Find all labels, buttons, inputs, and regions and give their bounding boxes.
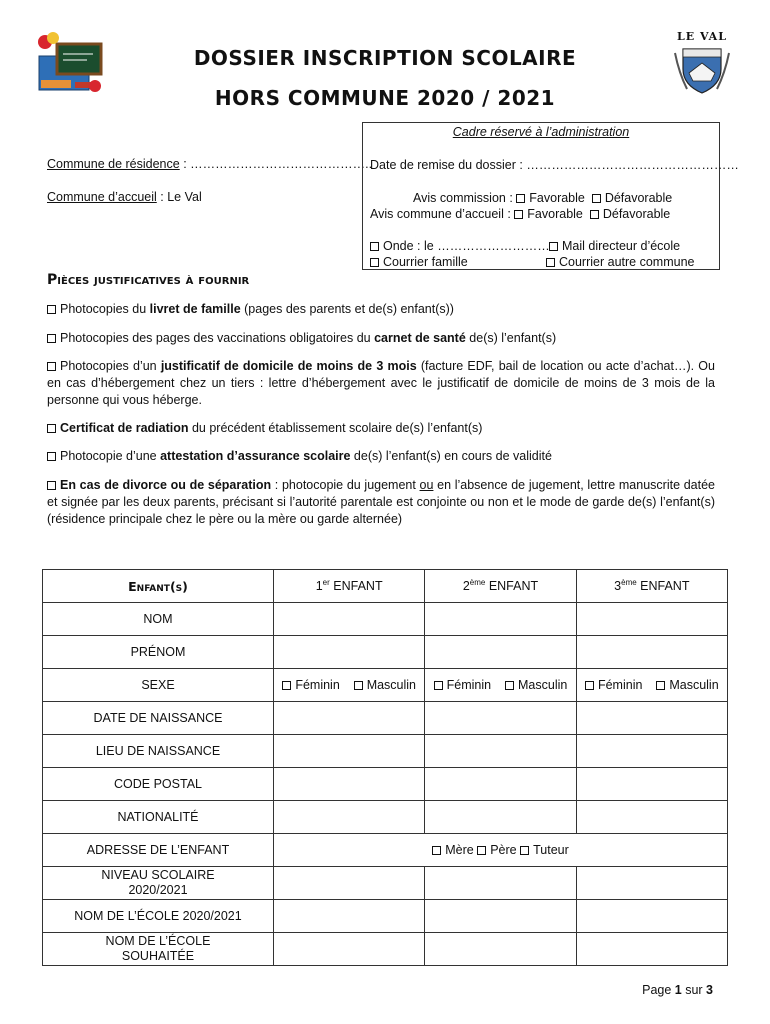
defavorable-label: Défavorable	[602, 207, 671, 221]
courrier-famille-label: Courrier famille	[383, 255, 468, 269]
piece-text: Photocopies du	[60, 302, 150, 316]
tuteur-checkbox[interactable]	[520, 846, 529, 855]
footer-sur-label: sur	[681, 983, 707, 997]
col-suffix: er	[322, 578, 330, 588]
footer-page-total: 3	[706, 983, 713, 997]
piece-bold: attestation d’assurance scolaire	[160, 449, 351, 463]
cell-input[interactable]	[274, 636, 425, 669]
cell-input[interactable]	[425, 900, 576, 933]
onde-label: Onde : le ………………………	[383, 239, 550, 253]
row-label: SEXE	[43, 669, 274, 702]
commune-accueil-label: Commune d’accueil	[47, 190, 157, 204]
defavorable-label: Défavorable	[604, 191, 673, 205]
piece-text: de(s) l’enfant(s)	[465, 331, 557, 345]
commune-accueil-field	[47, 190, 202, 204]
courrier-famille-row	[370, 255, 468, 269]
avis-commission-label: Avis commission :	[413, 191, 513, 205]
piece-bold: Certificat de radiation	[60, 421, 189, 435]
mere-label: Mère	[445, 843, 474, 857]
row-label: NOM DE L’ÉCOLE SOUHAITÉE	[43, 933, 274, 966]
table-row	[43, 900, 728, 933]
date-remise-field: Date de remise du dossier : ……………………………………………	[370, 158, 739, 172]
piece-text: (pages des parents et de(s) enfant(s))	[240, 302, 454, 316]
piece-text: Photocopies d’un	[60, 359, 161, 373]
cell-input[interactable]	[576, 933, 727, 966]
table-row	[43, 867, 728, 900]
favorable-label: Favorable	[529, 191, 585, 205]
cell-input[interactable]	[576, 768, 727, 801]
courrier-famille-checkbox[interactable]	[370, 258, 379, 267]
cell-input[interactable]	[576, 900, 727, 933]
cell-input[interactable]	[274, 702, 425, 735]
col-enfant-2	[425, 570, 576, 603]
avis-commission-row	[413, 191, 672, 205]
admin-box-title: Cadre réservé à l’administration	[452, 125, 630, 139]
cell-input[interactable]	[425, 801, 576, 834]
piece-text: de(s) l’enfant(s) en cours de validité	[350, 449, 552, 463]
table-row	[43, 702, 728, 735]
piece-text: Photocopie d’une	[60, 449, 161, 463]
piece-checkbox[interactable]	[47, 334, 56, 343]
footer-page-number: 1	[674, 983, 682, 997]
enfants-table	[42, 569, 728, 966]
cell-input[interactable]	[576, 735, 727, 768]
courrier-autre-label: Courrier autre commune	[559, 255, 695, 269]
row-label: DATE DE NAISSANCE	[43, 702, 274, 735]
row-label: NOM DE L’ÉCOLE 2020/2021	[43, 900, 274, 933]
table-row	[43, 801, 728, 834]
page-title-line2: HORS COMMUNE 2020 / 2021	[214, 86, 556, 110]
col-enfant-3	[576, 570, 727, 603]
masculin-checkbox[interactable]	[656, 681, 665, 690]
sexe-cell	[576, 669, 727, 702]
row-label: CODE POSTAL	[43, 768, 274, 801]
table-row	[43, 768, 728, 801]
table-row	[43, 735, 728, 768]
masculin-checkbox[interactable]	[354, 681, 363, 690]
cell-input[interactable]	[274, 900, 425, 933]
table-row	[43, 933, 728, 966]
masculin-checkbox[interactable]	[505, 681, 514, 690]
favorable-label: Favorable	[527, 207, 583, 221]
row-label: PRÉNOM	[43, 636, 274, 669]
col-suffix: ème	[621, 578, 637, 588]
piece-justificatif-domicile	[47, 358, 715, 409]
piece-bold: carnet de santé	[374, 331, 466, 345]
col-number: 2	[462, 579, 470, 594]
feminin-label: Féminin	[597, 678, 643, 692]
piece-text: : photocopie du jugement	[271, 478, 420, 492]
cell-input[interactable]	[274, 867, 425, 900]
cell-input[interactable]	[576, 702, 727, 735]
masculin-label: Masculin	[518, 678, 568, 692]
admin-reserved-box	[362, 122, 739, 270]
mail-row	[549, 239, 680, 253]
col-label: ENFANT	[636, 579, 690, 594]
cell-input[interactable]	[274, 801, 425, 834]
mail-checkbox[interactable]	[549, 242, 558, 251]
piece-bold: En cas de divorce ou de séparation	[60, 478, 272, 492]
piece-divorce-separation	[47, 477, 715, 528]
piece-attestation-assurance	[47, 448, 715, 465]
footer-page-label: Page	[642, 983, 675, 997]
cell-input[interactable]	[425, 768, 576, 801]
col-number: 3	[614, 579, 622, 594]
commune-residence-value: : ……………………………………..	[179, 157, 373, 171]
cell-input[interactable]	[425, 603, 576, 636]
onde-checkbox[interactable]	[370, 242, 379, 251]
col-label: ENFANT	[485, 579, 539, 594]
commune-accueil-value: : Le Val	[156, 190, 202, 204]
col-number: 1	[315, 579, 323, 594]
sexe-cell	[274, 669, 425, 702]
piece-checkbox[interactable]	[47, 305, 56, 314]
piece-text: (facture EDF, bail de location ou acte d’achat…). Ou en cas d’hébergement chez un tiers : lettre d’hébergement avec le justificatif de domicile de moins de 3 mois de la personne qui vous héberge.	[47, 359, 715, 407]
masculin-label: Masculin	[669, 678, 719, 692]
row-label: NIVEAU SCOLAIRE 2020/2021	[43, 867, 274, 900]
commune-residence-label: Commune de résidence	[47, 157, 180, 171]
col-suffix: ème	[469, 578, 486, 588]
mere-checkbox[interactable]	[432, 846, 441, 855]
row-label: ADRESSE DE L’ENFANT	[43, 834, 274, 867]
onde-row	[370, 239, 550, 253]
piece-checkbox[interactable]	[47, 481, 56, 490]
courrier-autre-checkbox[interactable]	[546, 258, 555, 267]
page-footer	[642, 983, 713, 997]
piece-bold: livret de famille	[149, 302, 241, 316]
col-label: ENFANT	[329, 579, 383, 594]
feminin-checkbox[interactable]	[434, 681, 443, 690]
favorable-checkbox[interactable]	[516, 194, 525, 203]
cell-input[interactable]	[274, 603, 425, 636]
pere-checkbox[interactable]	[477, 846, 486, 855]
masculin-label: Masculin	[366, 678, 417, 692]
piece-checkbox[interactable]	[47, 362, 56, 371]
piece-carnet-sante	[47, 330, 715, 347]
tuteur-label: Tuteur	[533, 843, 569, 857]
commune-residence-field	[47, 157, 372, 171]
table-row	[43, 834, 728, 867]
piece-text: Photocopies des pages des vaccinations obligatoires du	[60, 331, 375, 345]
feminin-label: Féminin	[446, 678, 492, 692]
cell-input[interactable]	[425, 933, 576, 966]
cell-input[interactable]	[274, 933, 425, 966]
table-header-row	[43, 570, 728, 603]
row-label: NATIONALITÉ	[43, 801, 274, 834]
enfants-header: Enfant(s)	[43, 570, 274, 603]
table-row	[43, 603, 728, 636]
defavorable-checkbox[interactable]	[590, 210, 599, 219]
row-label: LIEU DE NAISSANCE	[43, 735, 274, 768]
piece-text: du précédent établissement scolaire de(s) l’enfant(s)	[188, 421, 483, 435]
table-row	[43, 636, 728, 669]
page-title-line1: DOSSIER INSCRIPTION SCOLAIRE	[193, 46, 577, 70]
row-label: NOM	[43, 603, 274, 636]
col-enfant-1	[274, 570, 425, 603]
piece-text: en l’absence de jugement, lettre manuscrite datée et signée par les deux parents, précisant si l’autorité parentale est conjointe ou non et le mode de garde de(s) l’enfant(s) (résidence principale chez le père ou la mère ou garde alternée)	[47, 478, 715, 526]
favorable-checkbox[interactable]	[514, 210, 523, 219]
cell-input[interactable]	[274, 735, 425, 768]
cell-input[interactable]	[274, 768, 425, 801]
cell-input[interactable]	[576, 867, 727, 900]
mail-label: Mail directeur d’école	[562, 239, 681, 253]
pere-label: Père	[490, 843, 517, 857]
cell-input[interactable]	[576, 801, 727, 834]
piece-checkbox[interactable]	[47, 452, 56, 461]
avis-accueil-label: Avis commune d’accueil :	[370, 207, 511, 221]
feminin-checkbox[interactable]	[282, 681, 291, 690]
table-row	[43, 669, 728, 702]
avis-accueil-row	[370, 207, 670, 221]
piece-checkbox[interactable]	[47, 424, 56, 433]
pieces-heading: Pièces justificatives à fournir	[47, 272, 250, 288]
adresse-cell	[274, 834, 728, 867]
cell-input[interactable]	[576, 603, 727, 636]
cell-input[interactable]	[425, 735, 576, 768]
piece-livret-famille	[47, 301, 715, 318]
feminin-label: Féminin	[295, 678, 340, 692]
cell-input[interactable]	[576, 636, 727, 669]
cell-input[interactable]	[425, 867, 576, 900]
piece-underline: ou	[419, 478, 434, 492]
sexe-cell	[425, 669, 576, 702]
defavorable-checkbox[interactable]	[592, 194, 601, 203]
piece-certificat-radiation	[47, 420, 715, 437]
cell-input[interactable]	[425, 702, 576, 735]
piece-bold: justificatif de domicile de moins de 3 mois	[160, 359, 417, 373]
cell-input[interactable]	[425, 636, 576, 669]
crest-text: LE VAL	[677, 30, 727, 43]
feminin-checkbox[interactable]	[585, 681, 594, 690]
courrier-autre-row	[546, 255, 694, 269]
